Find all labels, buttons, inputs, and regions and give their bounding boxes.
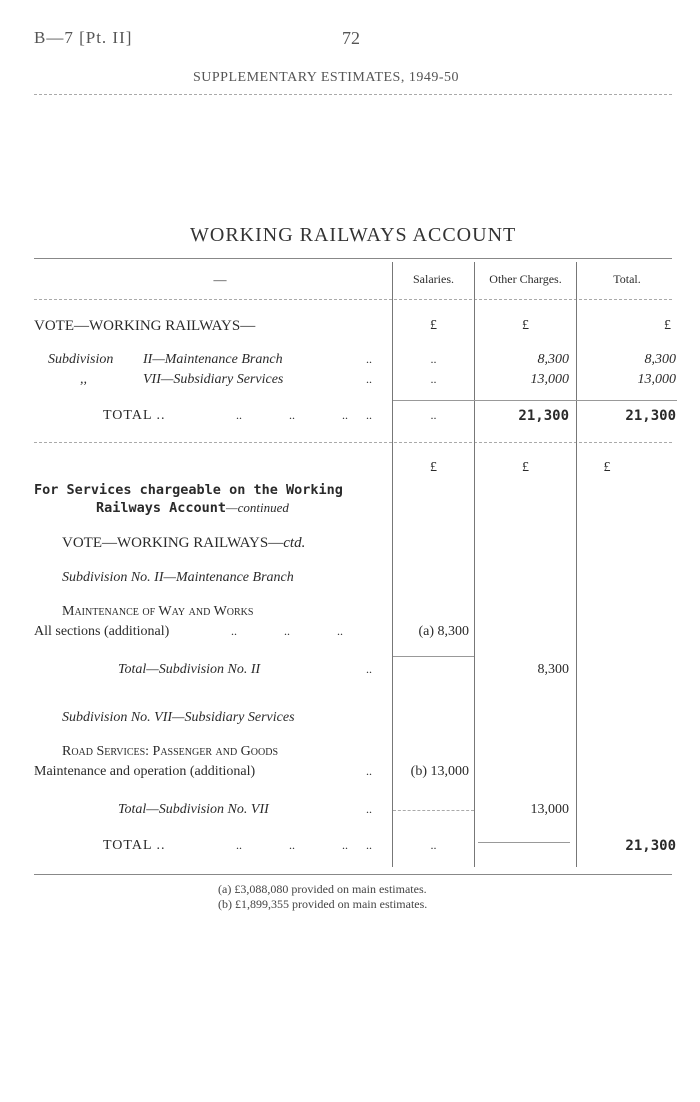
row-label: II—Maintenance Branch <box>143 352 283 367</box>
currency-symbol: £ <box>430 460 437 475</box>
leader-dots: .. <box>366 662 372 676</box>
grand-total: 21,300 <box>625 838 676 854</box>
currency-symbol: £ <box>664 318 671 333</box>
continued-note: —continued <box>226 500 289 515</box>
leader-dots: .. .. .. <box>236 408 348 422</box>
column-header-total: Total. <box>613 272 641 286</box>
subtotal-rule <box>393 656 474 657</box>
line-item-label: All sections (additional) <box>34 624 170 639</box>
total-label: TOTAL .. <box>103 838 166 853</box>
leader-dots: .. <box>366 764 372 778</box>
leader-dots: .. <box>366 838 372 852</box>
salaries-cell: .. <box>430 838 437 852</box>
subtotal-rule <box>478 842 570 843</box>
running-title: SUPPLEMENTARY ESTIMATES, 1949-50 <box>193 70 459 85</box>
other-charges-cell: 13,000 <box>530 802 569 817</box>
currency-symbol: £ <box>522 460 529 475</box>
page-number: 72 <box>342 28 360 48</box>
currency-symbol: £ <box>522 318 529 333</box>
other-charges-cell: 13,000 <box>530 372 569 387</box>
row-label: VII—Subsidiary Services <box>143 372 284 387</box>
line-item-label: Maintenance and operation (additional) <box>34 764 256 779</box>
total-label: TOTAL .. <box>103 408 166 423</box>
column-header-description: — <box>213 272 227 287</box>
row-label-prefix: Subdivision <box>48 352 114 367</box>
vote-heading: VOTE—WORKING RAILWAYS— <box>34 318 256 334</box>
vote-heading-text: VOTE—WORKING RAILWAYS— <box>62 535 284 551</box>
column-header-other-charges: Other Charges. <box>489 272 562 286</box>
expense-section-heading: Maintenance of Way and Works <box>62 604 254 619</box>
total-cell: 8,300 <box>644 352 676 367</box>
leader-dots: .. .. .. <box>236 838 348 852</box>
page-title: WORKING RAILWAYS ACCOUNT <box>190 224 517 246</box>
document-reference: B—7 [Pt. II] <box>34 28 133 47</box>
other-charges-total: 21,300 <box>518 408 569 424</box>
subtotal-rule <box>393 400 677 401</box>
row-label-prefix: ,, <box>80 372 87 387</box>
vote-continued: ctd. <box>283 535 306 551</box>
expense-section-heading: Road Services: Passenger and Goods <box>62 744 279 759</box>
vote-heading <box>62 535 305 552</box>
salaries-cell: (a) 8,300 <box>418 624 469 639</box>
total-cell: 13,000 <box>637 372 676 387</box>
subtotal-label: Total—Subdivision No. VII <box>118 802 269 817</box>
salaries-cell: (b) 13,000 <box>410 764 469 779</box>
currency-symbol: £ <box>430 318 437 333</box>
salaries-cell: .. <box>430 372 437 386</box>
table-bottom-rule <box>34 874 672 875</box>
currency-symbol: £ <box>603 460 611 475</box>
other-charges-cell: 8,300 <box>537 662 569 677</box>
table-top-rule <box>34 258 672 259</box>
leader-dots: .. <box>366 372 372 386</box>
leader-dots: .. .. .. <box>231 624 343 638</box>
grand-total: 21,300 <box>625 408 676 424</box>
subtotal-rule <box>393 810 474 811</box>
section-heading: For Services chargeable on the Working <box>34 482 343 498</box>
section-heading-text: Railways Account <box>96 500 227 516</box>
header-rule <box>34 94 672 95</box>
column-header-salaries: Salaries. <box>413 272 454 286</box>
subtotal-label: Total—Subdivision No. II <box>118 662 261 677</box>
other-charges-cell: 8,300 <box>537 352 569 367</box>
section-heading-continued <box>96 500 289 516</box>
footnote-a: (a) £3,088,080 provided on main estimates. <box>218 882 427 896</box>
subdivision-heading: Subdivision No. VII—Subsidiary Services <box>62 710 295 725</box>
salaries-cell: .. <box>430 408 437 422</box>
leader-dots: .. <box>366 352 372 366</box>
subdivision-heading: Subdivision No. II—Maintenance Branch <box>62 570 294 585</box>
footnote-b: (b) £1,899,355 provided on main estimates. <box>218 897 428 911</box>
leader-dots: .. <box>366 802 372 816</box>
salaries-cell: .. <box>430 352 437 366</box>
leader-dots: .. <box>366 408 372 422</box>
